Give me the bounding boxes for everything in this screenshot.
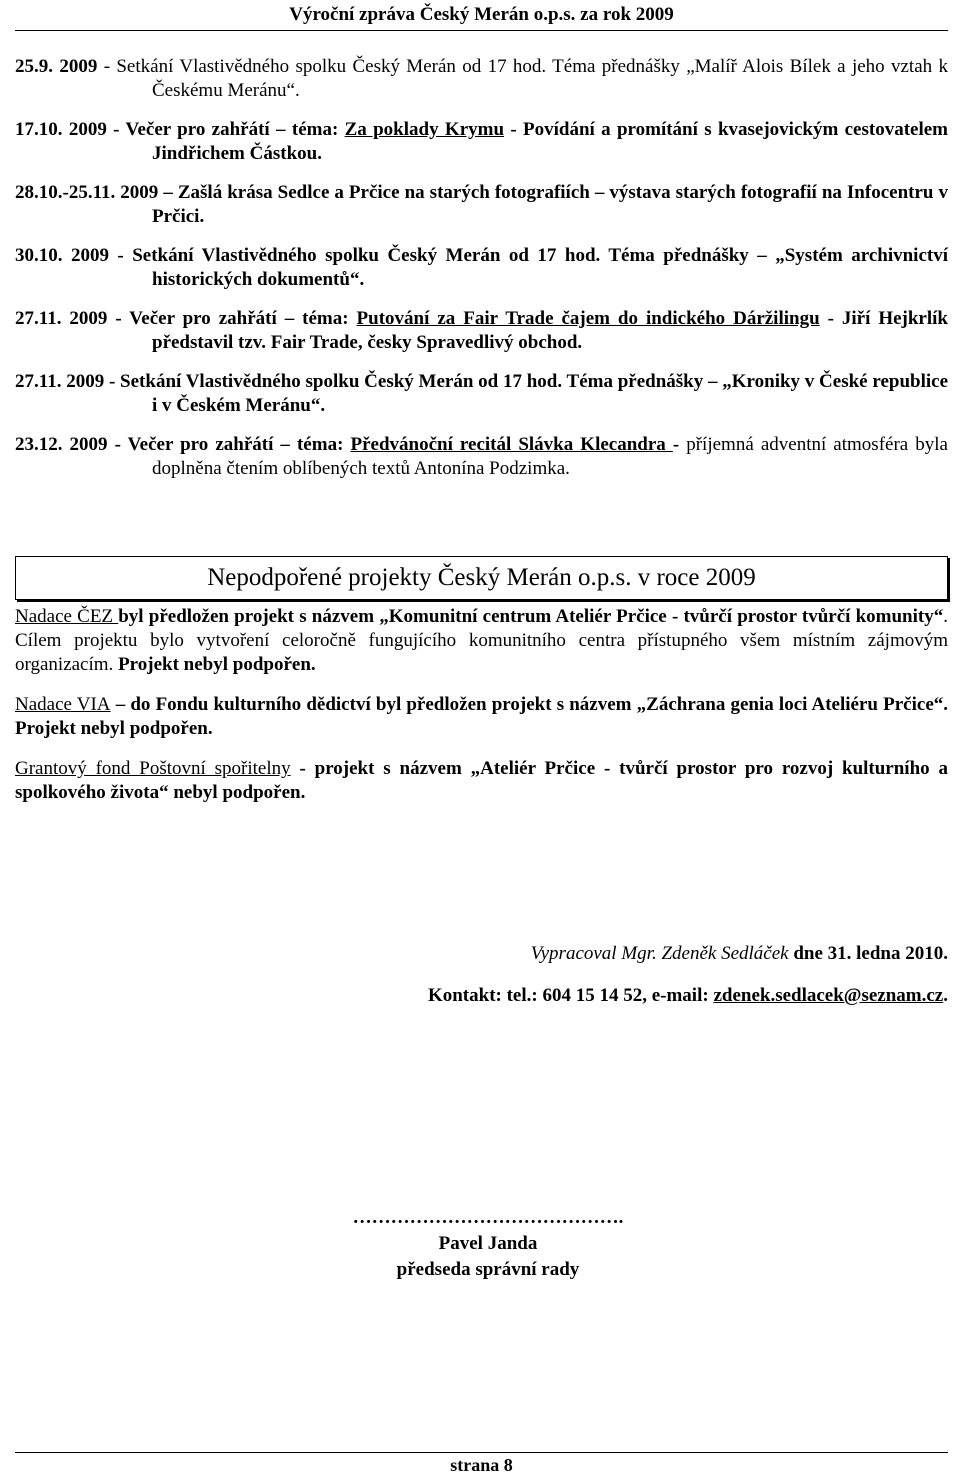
prepared-date: dne 31. ledna 2010. xyxy=(788,943,948,964)
event-text: - Setkání Vlastivědného spolku Český Merán od 17 hod. Téma přednášky – „Systém archivnictví historických dokumentů“. xyxy=(108,245,949,290)
event-item xyxy=(15,181,948,229)
event-date: 28.10.-25.11. 2009 xyxy=(15,182,159,203)
event-text: - Večer pro zahřátí – téma: xyxy=(107,434,351,455)
signature-dots: ……………………………………. xyxy=(352,1207,624,1228)
contact-label: Kontakt: tel.: 604 15 14 52, e-mail: xyxy=(427,985,714,1006)
event-date: 27.11. 2009 xyxy=(15,371,105,392)
signature-block xyxy=(298,1205,678,1283)
signatory-role: předseda správní rady xyxy=(396,1259,580,1280)
event-item xyxy=(15,118,948,166)
event-topic-link[interactable]: Za poklady Krymu xyxy=(344,119,505,140)
events-list xyxy=(15,55,948,496)
project-text: – do Fondu kulturního dědictví byl předložen projekt s názvem „Záchrana genia loci Ateliéru Prčice“. Projekt nebyl podpořen. xyxy=(15,694,948,739)
projects-list xyxy=(15,605,948,821)
event-item xyxy=(15,244,948,292)
event-date: 25.9. 2009 xyxy=(15,56,98,77)
prepared-by-line xyxy=(531,943,948,965)
event-text-rest: - Povídání a promítání s kvasejovickým cestovatelem Jindřichem Částkou. xyxy=(152,119,949,164)
contact-end: . xyxy=(943,985,948,1006)
event-text-rest: - Jiří Hejkrlík představil tzv. Fair Trade, česky Spravedlivý obchod. xyxy=(152,308,948,353)
event-date: 27.11. 2009 xyxy=(15,308,108,329)
event-text: - Večer pro zahřátí – téma: xyxy=(107,308,357,329)
event-item xyxy=(15,55,948,103)
contact-line xyxy=(428,985,948,1007)
event-item xyxy=(15,307,948,355)
event-date: 30.10. 2009 xyxy=(15,245,109,266)
project-description: . Cílem projektu bylo vytvoření celoročně fungujícího komunitního centra přístupného všem místním zájmovým organizacím. xyxy=(15,606,948,675)
prepared-by: Vypracoval Mgr. Zdeněk Sedláček xyxy=(530,943,789,964)
event-text-description: příjemná adventní atmosféra byla doplněna čtením oblíbených textů Antonína Podzimka. xyxy=(152,434,948,479)
event-text: - Večer pro zahřátí – téma: xyxy=(106,119,345,140)
signatory-name: Pavel Janda xyxy=(438,1233,538,1254)
event-text: - Setkání Vlastivědného spolku Český Merán od 17 hod. Téma přednášky – „Kroniky v České republice i v Českém Meránu“. xyxy=(104,371,948,416)
event-item xyxy=(15,433,948,481)
project-text: byl předložen projekt s názvem „Komunitní centrum Ateliér Prčice - tvůrčí prostor tvůrčí komunity“ xyxy=(118,606,944,627)
page-header: Výroční zpráva Český Merán o.p.s. za rok 2009 xyxy=(15,0,948,31)
project-org: Grantový fond Poštovní spořitelny xyxy=(15,758,291,779)
project-text: - projekt s názvem „Ateliér Prčice - tvůrčí prostor pro rozvoj kulturního a spolkového života“ nebyl podpořen. xyxy=(15,758,948,803)
event-text: - Setkání Vlastivědného spolku Český Merán od 17 hod. Téma přednášky „Malíř Alois Bílek a jeho vztah k Českému Meránu“. xyxy=(97,56,948,101)
event-text-rest: - xyxy=(672,434,687,455)
project-org: Nadace VIA xyxy=(15,694,111,715)
event-date: 17.10. 2009 xyxy=(15,119,107,140)
event-date: 23.12. 2009 xyxy=(15,434,108,455)
project-item xyxy=(15,757,948,805)
project-org: Nadace ČEZ xyxy=(15,606,119,627)
project-item xyxy=(15,605,948,677)
event-text: – Zašlá krása Sedlce a Prčice na starých fotografiích – výstava starých fotografií na Infocentru v Prčici. xyxy=(152,182,948,227)
section-title: Nepodpořené projekty Český Merán o.p.s. v roce 2009 xyxy=(15,556,948,600)
project-item xyxy=(15,693,948,741)
event-item xyxy=(15,370,948,418)
email-link[interactable]: zdenek.sedlacek@seznam.cz xyxy=(713,985,944,1006)
page-number: strana 8 xyxy=(15,1452,948,1477)
event-topic-link[interactable]: Putování za Fair Trade čajem do indického Dáržilingu xyxy=(356,308,820,329)
event-topic-link[interactable]: Předvánoční recitál Slávka Klecandra xyxy=(350,434,673,455)
project-result: Projekt nebyl podpořen. xyxy=(118,654,316,675)
